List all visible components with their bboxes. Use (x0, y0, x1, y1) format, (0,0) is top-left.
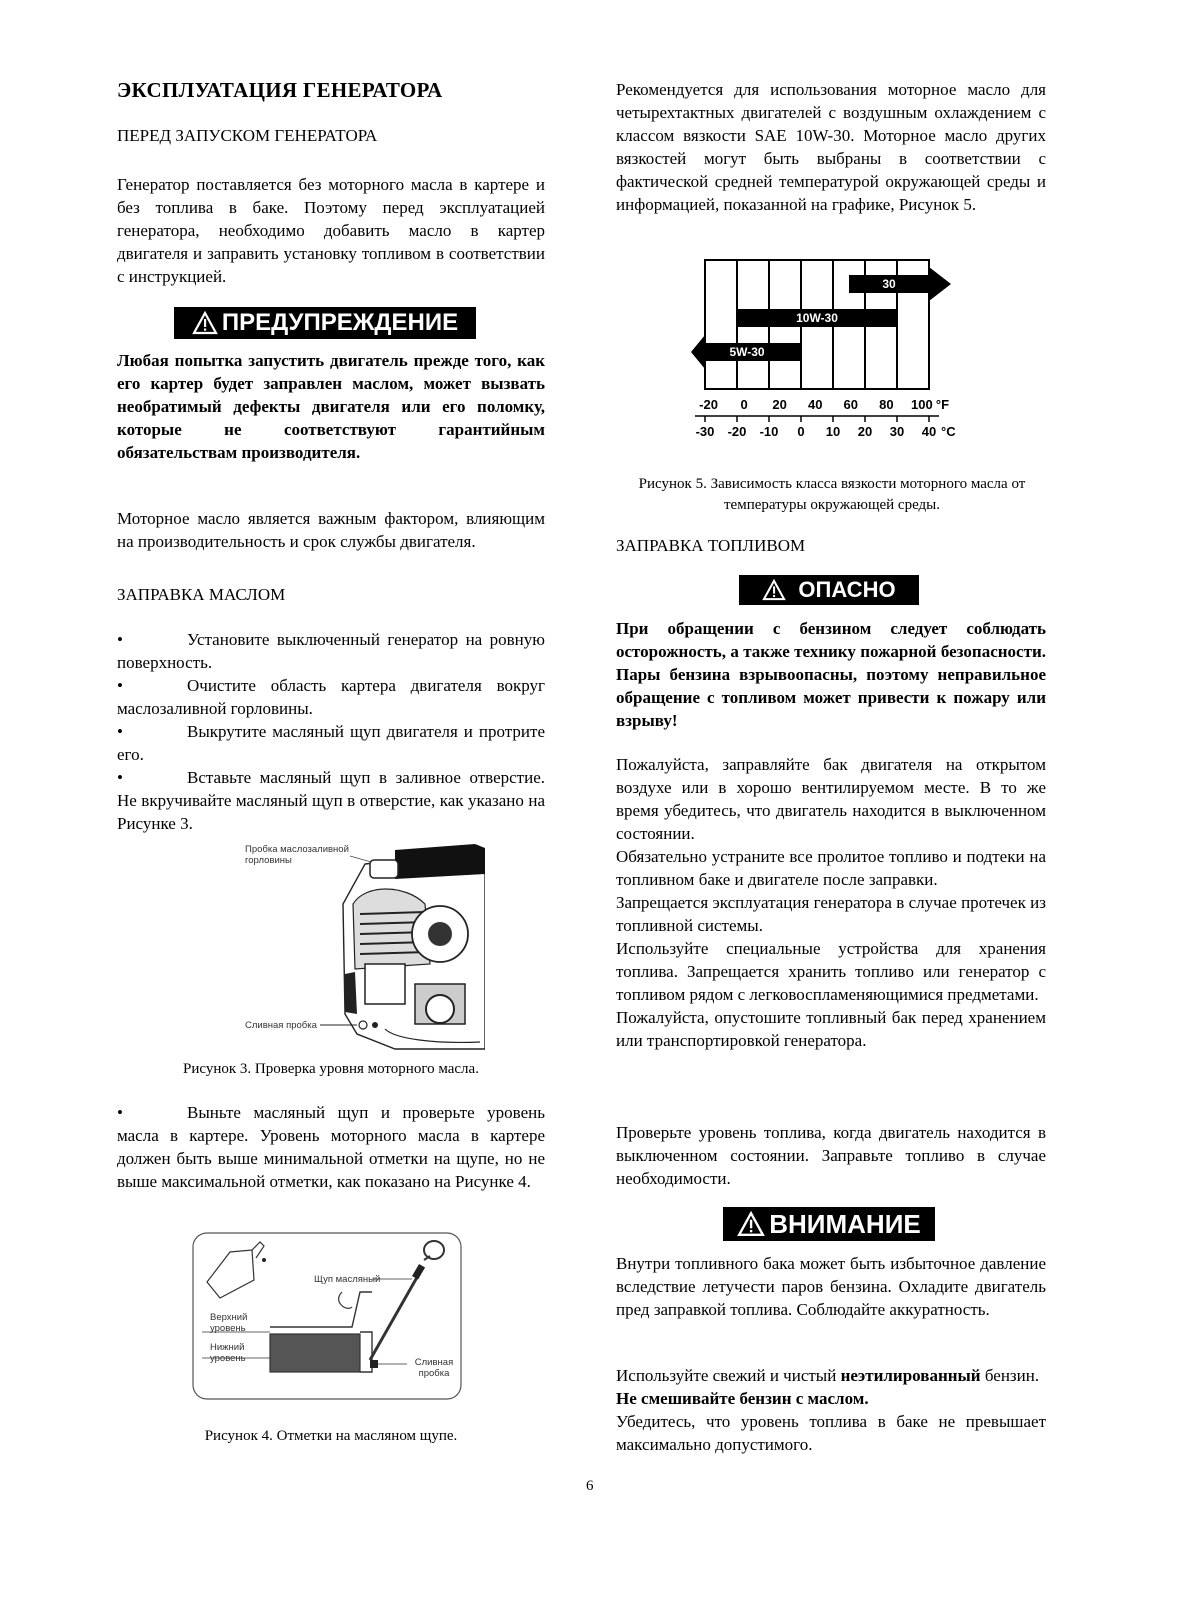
f-tick-label: 0 (740, 397, 748, 412)
upper-level-label: Верхний уровень (210, 1312, 248, 1334)
figure-5-caption: Рисунок 5. Зависимость класса вязкости моторного масла от температуры окружающей среды. (638, 476, 1026, 513)
list-item: • Вставьте масляный щуп в заливное отверстие. Не вкручивайте масляный щуп в отверстие, как указано на Рисунке 3. (117, 768, 545, 833)
c-tick-label: -20 (727, 424, 747, 439)
fueling-paragraph: Используйте специальные устройства для хранения топлива. Запрещается хранить топливо или генератор с топливом рядом с легковоспламеняющимися предметами. (616, 939, 1046, 1004)
c-unit-label: °C (941, 424, 956, 439)
danger-label: ОПАСНО (798, 577, 896, 602)
figure-4-caption: Рисунок 4. Отметки на масляном щупе. (204, 1428, 458, 1444)
figure-4 (192, 1232, 462, 1400)
fueling-paragraph: Пожалуйста, опустошите топливный бак перед хранением или транспортировкой генератора. (616, 1008, 1046, 1050)
page-number: 6 (586, 1478, 594, 1494)
warning-text: Любая попытка запустить двигатель прежде того, как его картер будет заправлен маслом, может вызвать необратимый дефекты двигателя или его поломку, которые не соответствуют гарантийным обязательствам производителя. (117, 351, 545, 462)
fueling-paragraph: Пожалуйста, заправляйте бак двигателя на открытом воздухе или в хорошо вентилируемом месте. В то же время убедитесь, что двигатель находится в выключенном состоянии. (616, 755, 1046, 843)
c-tick-label: 30 (889, 424, 905, 439)
c-tick-label: 40 (921, 424, 937, 439)
warning-triangle-icon (737, 1211, 765, 1237)
list-item: • Очистите область картера двигателя вокруг маслозаливной горловины. (117, 676, 545, 718)
f-tick-label: 80 (879, 397, 894, 412)
viscosity-bar-label: 30 (882, 277, 896, 291)
figure-3 (245, 844, 485, 1054)
f-tick-label: 60 (843, 397, 859, 412)
fresh-fuel-text: Используйте свежий и чистый неэтилированный бензин. (616, 1366, 1040, 1385)
oil-importance-text: Моторное масло является важным фактором, влияющим на производительность и срок службы двигателя. (117, 509, 545, 551)
fueling-paragraph: Обязательно устраните все пролитое топливо и подтеки на топливном баке и двигателе после заправки. (616, 847, 1046, 889)
warning-label: ПРЕДУПРЕЖДЕНИЕ (221, 309, 459, 336)
figure-3-caption: Рисунок 3. Проверка уровня моторного масла. (183, 1061, 479, 1077)
oil-recommendation-text: Рекомендуется для использования моторное масло для четырехтактных двигателей с воздушным охлаждением с классом вязкости SAE 10W-30. Моторное масло других вязкостей могут быть выбраны в соответствии с фактической средней температурой окружающей среды и информацией, показанной на графике, Рисунок 5. (616, 80, 1046, 214)
f-tick-label: -20 (699, 397, 718, 412)
level-limit-text: Убедитесь, что уровень топлива в баке не превышает максимально допустимого. (616, 1412, 1046, 1454)
oil-filling-heading: ЗАПРАВКА МАСЛОМ (117, 585, 286, 604)
fuel-instructions (616, 1364, 1046, 1456)
oil-filling-list (117, 628, 545, 835)
dipstick-label: Щуп масляный (314, 1274, 381, 1285)
attention-label: ВНИМАНИЕ (769, 1208, 921, 1239)
check-level-text: Проверьте уровень топлива, когда двигатель находится в выключенном состоянии. Заправьте топливо в случае необходимости. (616, 1123, 1046, 1188)
no-mix-text: Не смешивайте бензин с маслом. (616, 1389, 869, 1408)
f-tick-label: 40 (807, 397, 823, 412)
before-start-heading: ПЕРЕД ЗАПУСКОМ ГЕНЕРАТОРА (117, 126, 378, 145)
warning-triangle-icon (192, 311, 218, 335)
lower-level-label: Нижний уровень (210, 1342, 246, 1364)
f-unit-label: °F (935, 397, 950, 412)
danger-text: При обращении с бензином следует соблюдать осторожность, а также технику пожарной безопасности. Пары бензина взрывоопасны, поэтому неправильное обращение с топливом может привести к пожару или взрыву! (616, 619, 1046, 730)
fueling-heading: ЗАПРАВКА ТОПЛИВОМ (616, 536, 806, 555)
fueling-paragraph: Запрещается эксплуатация генератора в случае протечек из топливной системы. (616, 893, 1046, 935)
before-start-text: Генератор поставляется без моторного масла в картере и без топлива в баке. Поэтому перед эксплуатацией генератора, необходимо добавить масло в картер двигателя и заправить установку топливом в соответствии с инструкцией. (117, 175, 545, 286)
f-tick-label: 20 (772, 397, 787, 412)
c-tick-label: -10 (759, 424, 779, 439)
drain-plug-label: Сливная пробка (245, 1020, 317, 1031)
viscosity-bar-label: 10W-30 (796, 311, 838, 325)
fueling-paragraphs (616, 753, 1046, 1052)
c-tick-label: 10 (825, 424, 841, 439)
c-tick-label: 20 (857, 424, 873, 439)
page-title: ЭКСПЛУАТАЦИЯ ГЕНЕРАТОРА (117, 78, 443, 102)
attention-banner (723, 1207, 935, 1241)
list-item: • Выкрутите масляный щуп двигателя и протрите его. (117, 722, 545, 764)
list-item: • Установите выключенный генератор на ровную поверхность. (117, 630, 545, 672)
viscosity-bar-label: 5W-30 (729, 345, 765, 359)
oil-filler-plug-label: Пробка маслозаливной горловины (245, 844, 349, 866)
f-tick-label: 100 (911, 397, 933, 412)
list-item: • Выньте масляный щуп и проверьте уровень масла в картере. Уровень моторного масла в картере должен быть выше минимальной отметки на щупе, но не выше максимальной отметки, как показано на Рисунке 4. (117, 1103, 545, 1191)
c-tick-label: -30 (695, 424, 715, 439)
drain-plug-label: Сливная пробка (414, 1357, 454, 1379)
warning-banner (174, 307, 476, 339)
viscosity-chart (683, 259, 983, 449)
warning-triangle-icon (762, 579, 786, 601)
attention-text: Внутри топливного бака может быть избыточное давление вследствие летучести паров бензина. Охладите двигатель пред заправкой топлива. Соблюдайте аккуратность. (616, 1254, 1046, 1319)
c-tick-label: 0 (797, 424, 805, 439)
danger-banner (739, 575, 919, 605)
